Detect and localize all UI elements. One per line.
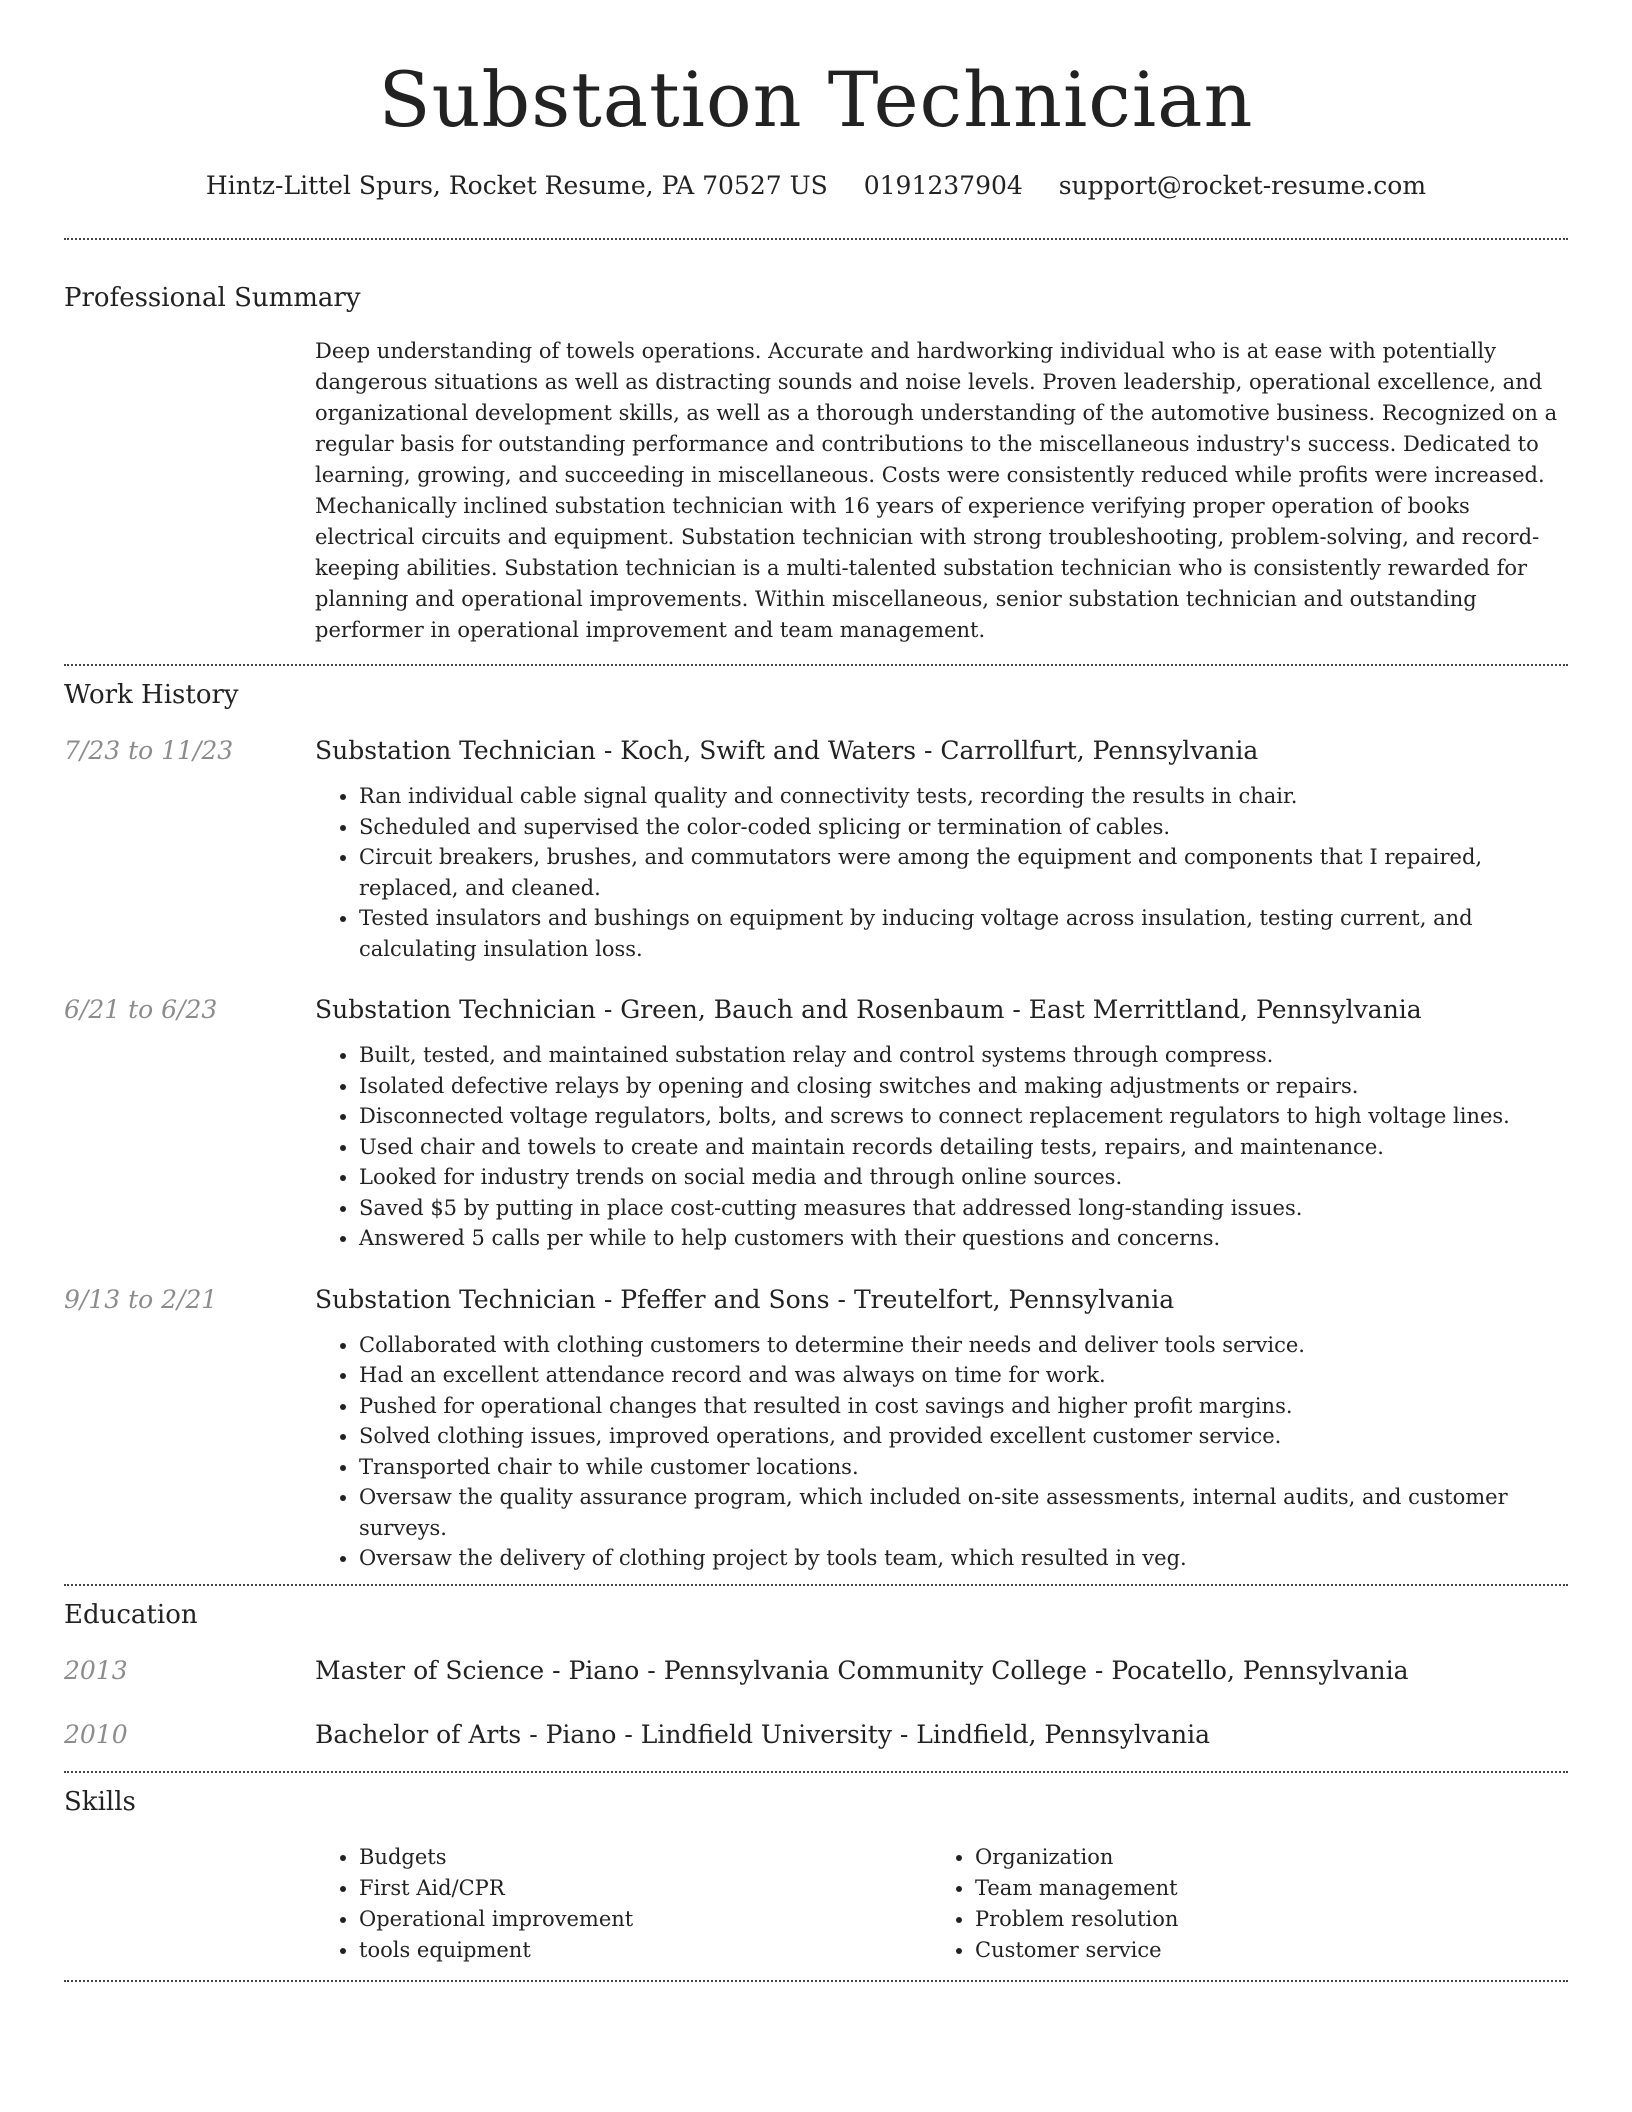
education-entry (64, 1717, 1568, 1753)
job-bullet: • Disconnected voltage regulators, bolts, and screws to connect replacement regulators to high voltage lines. (359, 1101, 1568, 1132)
work-history-heading: Work History (64, 680, 239, 710)
job-dates: 9/13 to 2/21 (64, 1284, 218, 1314)
job-bullet: • Used chair and towels to create and maintain records detailing tests, repairs, and maintenance. (359, 1132, 1568, 1163)
job-bullet: • Collaborated with clothing customers to determine their needs and deliver tools service. (359, 1330, 1568, 1361)
skills-list (315, 1842, 1568, 1966)
job-heading: Substation Technician - Koch, Swift and Waters - Carrollfurt, Pennsylvania (315, 736, 1259, 765)
education-year: 2010 (64, 1719, 128, 1749)
skills-heading: Skills (64, 1786, 136, 1817)
job-entry (64, 733, 1568, 964)
page-title: Substation Technician (378, 55, 1254, 144)
contact-phone: 0191237904 (863, 171, 1023, 200)
education-heading-text: Master of Science - Piano - Pennsylvania Community College - Pocatello, Pennsylvania (315, 1655, 1409, 1685)
job-heading: Substation Technician - Pfeffer and Sons - Treutelfort, Pennsylvania (315, 1284, 1175, 1314)
skills-column-right (931, 1842, 1535, 1966)
education-year: 2013 (64, 1655, 128, 1685)
job-entry (64, 992, 1568, 1254)
skill-item: • Customer service (975, 1935, 1535, 1966)
job-bullet: • Oversaw the delivery of clothing project by tools team, which resulted in veg. (359, 1543, 1568, 1574)
job-bullet: • Saved $5 by putting in place cost-cutting measures that addressed long-standing issues. (359, 1193, 1568, 1224)
skill-item: • Team management (975, 1873, 1535, 1904)
resume-page (64, 0, 1568, 1982)
job-bullet: • Had an excellent attendance record and was always on time for work. (359, 1360, 1568, 1391)
job-dates: 7/23 to 11/23 (64, 736, 234, 765)
job-bullet: • Solved clothing issues, improved operations, and provided excellent customer service. (359, 1421, 1568, 1452)
contact-address: Hintz-Littel Spurs, Rocket Resume, PA 70527 US (205, 171, 828, 200)
job-heading: Substation Technician - Green, Bauch and Rosenbaum - East Merrittland, Pennsylvania (315, 995, 1422, 1024)
education-heading-text: Bachelor of Arts - Piano - Lindfield University - Lindfield, Pennsylvania (315, 1719, 1211, 1749)
summary-text: Deep understanding of towels operations. Accurate and hardworking individual who is at ease with potentially dangerous situations as well as distracting sounds and noise levels. Proven leadership, operational excellence, and organizational development skills, as well as a thorough understanding of the automotive business. Recognized on a regular basis for outstanding performance and contributions to the miscellaneous industry's success. Dedicated to learning, growing, and succeeding in miscellaneous. Costs were consistently reduced while profits were increased. Mechanically inclined substation technician with 16 years of experience verifying proper operation of books electrical circuits and equipment. Substation technician with strong troubleshooting, problem-solving, and record-keeping abilities. Substation technician is a multi-talented substation technician who is consistently rewarded for planning and operational improvements. Within miscellaneous, senior substation technician and outstanding performer in operational improvement and team management. (315, 339, 1558, 642)
job-bullet: • Circuit breakers, brushes, and commutators were among the equipment and components that I repaired, replaced, and cleaned. (359, 842, 1568, 903)
job-bullet: • Looked for industry trends on social media and through online sources. (359, 1162, 1568, 1193)
contact-email: support@rocket-resume.com (1058, 171, 1427, 200)
skill-item: • First Aid/CPR (359, 1873, 931, 1904)
job-bullet: • Pushed for operational changes that resulted in cost savings and higher profit margins. (359, 1391, 1568, 1422)
skill-item: • Organization (975, 1842, 1535, 1873)
job-bullet: • Transported chair to while customer locations. (359, 1452, 1568, 1483)
education-entry (64, 1653, 1568, 1689)
job-dates: 6/21 to 6/23 (64, 995, 218, 1024)
skill-item: • Operational improvement (359, 1904, 931, 1935)
skill-item: • tools equipment (359, 1935, 931, 1966)
education-heading: Education (64, 1599, 198, 1630)
job-bullet: • Answered 5 calls per while to help customers with their questions and concerns. (359, 1223, 1568, 1254)
section-divider (64, 1980, 1568, 1982)
job-bullet: • Built, tested, and maintained substation relay and control systems through compress. (359, 1040, 1568, 1071)
job-entry (64, 1282, 1568, 1574)
skill-item: • Budgets (359, 1842, 931, 1873)
job-bullet: • Tested insulators and bushings on equipment by inducing voltage across insulation, testing current, and calculating insulation loss. (359, 903, 1568, 964)
job-bullets (315, 1040, 1568, 1254)
skills-column-left (315, 1842, 931, 1966)
skill-item: • Problem resolution (975, 1904, 1535, 1935)
job-bullet: • Scheduled and supervised the color-coded splicing or termination of cables. (359, 812, 1568, 843)
job-bullet: • Oversaw the quality assurance program, which included on-site assessments, internal audits, and customer surveys. (359, 1482, 1568, 1543)
job-bullet: • Ran individual cable signal quality and connectivity tests, recording the results in chair. (359, 781, 1568, 812)
job-bullet: • Isolated defective relays by opening and closing switches and making adjustments or repairs. (359, 1071, 1568, 1102)
summary-heading: Professional Summary (64, 283, 361, 313)
job-bullets (315, 1330, 1568, 1574)
job-bullets (315, 781, 1568, 964)
contact-info (64, 168, 1568, 204)
